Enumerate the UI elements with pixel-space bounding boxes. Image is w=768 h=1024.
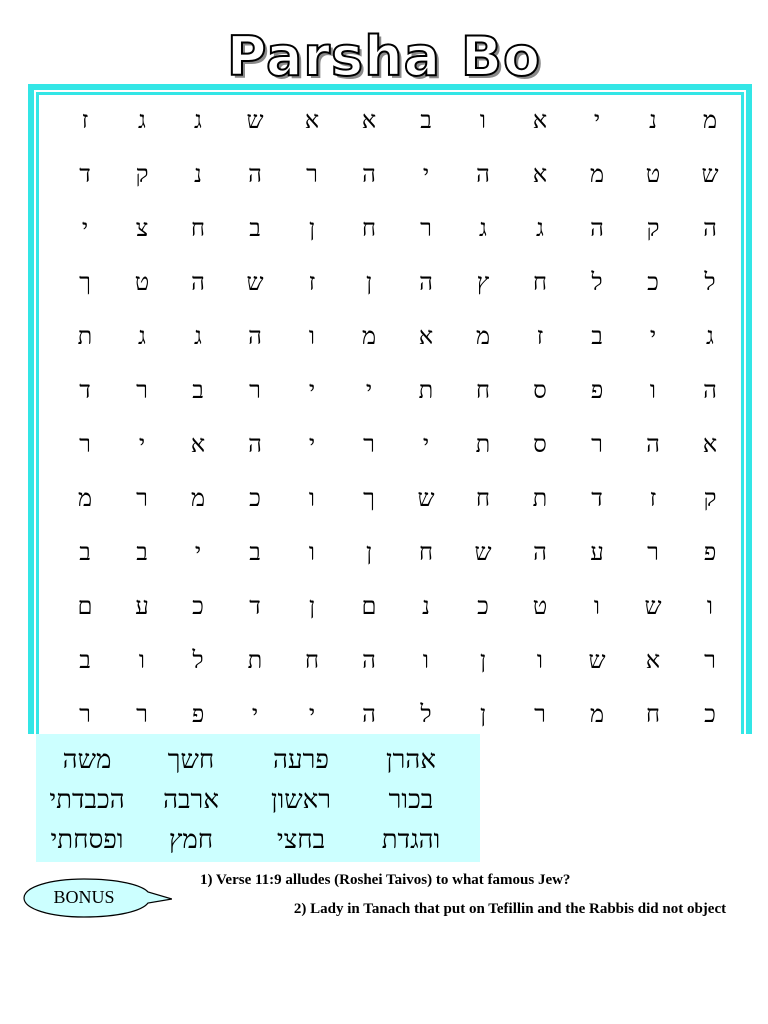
grid-letter: ג xyxy=(138,322,146,350)
grid-letter: י xyxy=(308,430,316,458)
grid-letter: ק xyxy=(703,484,717,512)
grid-letter: ד xyxy=(249,592,261,620)
grid-letter: ה xyxy=(703,214,717,242)
grid-letter: ת xyxy=(418,376,434,404)
grid-letter: ג xyxy=(194,322,202,350)
grid-letter: ך xyxy=(363,484,375,512)
grid-letter: ב xyxy=(249,538,261,566)
grid-letter: כ xyxy=(249,484,261,512)
bonus-question-2: 2) Lady in Tanach that put on Tefillin and the Rabbis did not object xyxy=(293,901,727,917)
grid-letter: ח xyxy=(304,646,320,674)
grid-letter: ן xyxy=(479,646,487,674)
word-bank-item: הכבדתי xyxy=(49,785,125,815)
word-bank-item: בכור xyxy=(388,785,434,815)
grid-letter: ה xyxy=(248,430,262,458)
grid-letter: ג xyxy=(194,106,202,134)
grid-letter: ו xyxy=(536,646,544,674)
grid-letter: ו xyxy=(138,646,146,674)
grid-letter: ש xyxy=(246,106,264,134)
grid-letter: מ xyxy=(77,484,93,512)
grid-letter: ת xyxy=(532,484,548,512)
grid-letter: י xyxy=(365,376,373,404)
grid-letter: ד xyxy=(79,376,91,404)
grid-letter: ל xyxy=(591,268,603,296)
grid-letter: ן xyxy=(308,214,316,242)
grid-letter: ר xyxy=(534,700,546,728)
grid-letter: ה xyxy=(248,322,262,350)
grid-letter: מ xyxy=(702,106,718,134)
grid-letter: א xyxy=(532,106,548,134)
grid-letter: ר xyxy=(136,376,148,404)
grid-letter: ה xyxy=(191,268,205,296)
grid-letter: ם xyxy=(77,592,93,620)
grid-letter: ה xyxy=(362,646,376,674)
grid-letter: י xyxy=(422,430,430,458)
grid-letter: ג xyxy=(706,322,714,350)
grid-letter: ו xyxy=(649,376,657,404)
grid-letter: ש xyxy=(701,160,719,188)
grid-letter: ג xyxy=(138,106,146,134)
grid-letter: ק xyxy=(646,214,660,242)
word-bank-item: חשך xyxy=(167,745,215,775)
grid-letter: ש xyxy=(644,592,662,620)
grid-letter: י xyxy=(422,160,430,188)
word-bank-item: אהרן xyxy=(386,745,436,775)
grid-letter: ן xyxy=(479,700,487,728)
grid-letter: י xyxy=(649,322,657,350)
grid-letter: י xyxy=(81,214,89,242)
grid-letter: ר xyxy=(591,430,603,458)
grid-letter: ה xyxy=(703,376,717,404)
grid-letter: ר xyxy=(420,214,432,242)
grid-letter: א xyxy=(190,430,206,458)
grid-letter: ה xyxy=(533,538,547,566)
word-bank-item: ראשון xyxy=(270,785,332,815)
grid-letter: ח xyxy=(645,700,661,728)
word-bank-item: בחצי xyxy=(276,825,326,855)
grid-letter: ס xyxy=(533,376,547,404)
word-bank-item: חמץ xyxy=(168,825,214,855)
page-title: Parsha Bo xyxy=(226,25,542,88)
grid-letter: ב xyxy=(79,646,91,674)
word-bank xyxy=(36,734,480,862)
word-bank-item: פרעה xyxy=(272,745,330,775)
bonus-bubble xyxy=(22,877,162,917)
grid-letter: ת xyxy=(475,430,491,458)
grid-letter: י xyxy=(251,700,259,728)
grid-letter: ח xyxy=(475,376,491,404)
grid-letter: ר xyxy=(79,430,91,458)
grid-letter: ר xyxy=(306,160,318,188)
grid-letter: ל xyxy=(192,646,204,674)
grid-letter: ב xyxy=(136,538,148,566)
grid-letter: ל xyxy=(420,700,432,728)
word-bank-item: ארבה xyxy=(163,785,219,815)
grid-letter: ש xyxy=(246,268,264,296)
grid-letter: ו xyxy=(706,592,714,620)
grid-letter: ן xyxy=(365,538,373,566)
grid-letter: א xyxy=(418,322,434,350)
grid-letter: ט xyxy=(532,592,548,620)
grid-letter: ט xyxy=(134,268,150,296)
word-bank-item: ופסחתי xyxy=(50,825,124,855)
grid-letter: ז xyxy=(536,322,544,350)
grid-letter: ר xyxy=(136,484,148,512)
grid-letter: כ xyxy=(704,700,716,728)
grid-letter: מ xyxy=(589,700,605,728)
grid-letter: א xyxy=(645,646,661,674)
grid-letter: ך xyxy=(79,268,91,296)
grid-letter: א xyxy=(702,430,718,458)
grid-letter: ב xyxy=(79,538,91,566)
grid-letter: י xyxy=(308,376,316,404)
grid-letter: ס xyxy=(533,430,547,458)
grid-letter: ה xyxy=(646,430,660,458)
grid-letter: ט xyxy=(645,160,661,188)
word-bank-item: והגדת xyxy=(381,825,441,855)
grid-letter: ז xyxy=(649,484,657,512)
grid-letter: ח xyxy=(190,214,206,242)
grid-letter: ר xyxy=(363,430,375,458)
grid-letter: ז xyxy=(308,268,316,296)
grid-letter: ו xyxy=(479,106,487,134)
grid-letter: ה xyxy=(362,700,376,728)
bonus-label: BONUS xyxy=(53,887,115,907)
grid-letter: ח xyxy=(418,538,434,566)
grid-letter: ר xyxy=(249,376,261,404)
grid-letter: ר xyxy=(704,646,716,674)
grid-letter: ת xyxy=(77,322,93,350)
grid-letter: מ xyxy=(190,484,206,512)
grid-letter: א xyxy=(532,160,548,188)
grid-letter: ה xyxy=(590,214,604,242)
grid-letter: ח xyxy=(475,484,491,512)
grid-letter: ם xyxy=(361,592,377,620)
grid-letter: מ xyxy=(361,322,377,350)
grid-letter: ג xyxy=(479,214,487,242)
grid-letter: כ xyxy=(192,592,204,620)
grid-letter: ן xyxy=(308,592,316,620)
grid-letter: י xyxy=(593,106,601,134)
grid-letter: ץ xyxy=(476,268,490,296)
grid-letter: פ xyxy=(191,700,205,728)
grid-letter: ן xyxy=(365,268,373,296)
grid-letter: א xyxy=(304,106,320,134)
grid-letter: ב xyxy=(192,376,204,404)
grid-letter: ל xyxy=(704,268,716,296)
grid-letter: ה xyxy=(362,160,376,188)
grid-letter: ד xyxy=(79,160,91,188)
grid-letter: ש xyxy=(417,484,435,512)
grid-letter: ו xyxy=(308,322,316,350)
grid-letter: ח xyxy=(361,214,377,242)
grid-letter: ח xyxy=(532,268,548,296)
grid-letter: כ xyxy=(647,268,659,296)
grid-letter: כ xyxy=(477,592,489,620)
grid-letter: פ xyxy=(590,376,604,404)
grid-letter: ו xyxy=(593,592,601,620)
grid-letter: ש xyxy=(474,538,492,566)
grid-letter: צ xyxy=(135,214,149,242)
grid-letter: ג xyxy=(536,214,544,242)
grid-letter: ק xyxy=(135,160,149,188)
grid-letter: ד xyxy=(591,484,603,512)
grid-letter: ה xyxy=(419,268,433,296)
grid-letter: ת xyxy=(247,646,263,674)
grid-letter: פ xyxy=(703,538,717,566)
grid-letter: מ xyxy=(589,160,605,188)
grid-letter: מ xyxy=(475,322,491,350)
grid-letter: א xyxy=(361,106,377,134)
grid-letter: ז xyxy=(81,106,89,134)
grid-letter: ע xyxy=(135,592,149,620)
grid-letter: ה xyxy=(248,160,262,188)
grid-letter: ו xyxy=(308,484,316,512)
grid-letter: ב xyxy=(420,106,432,134)
grid-letter: ו xyxy=(308,538,316,566)
grid-letter: ר xyxy=(79,700,91,728)
letter-grid xyxy=(36,90,744,730)
grid-letter: י xyxy=(308,700,316,728)
grid-letter: נ xyxy=(649,106,657,134)
grid-letter: י xyxy=(138,430,146,458)
word-bank-item: משה xyxy=(62,745,112,775)
grid-letter: ב xyxy=(591,322,603,350)
grid-letter: ו xyxy=(422,646,430,674)
grid-letter: ע xyxy=(590,538,604,566)
grid-letter: ה xyxy=(476,160,490,188)
bonus-question-1: 1) Verse 11:9 alludes (Roshei Taivos) to what famous Jew? xyxy=(200,872,571,888)
grid-letter: נ xyxy=(194,160,202,188)
grid-letter: ר xyxy=(136,700,148,728)
grid-letter: נ xyxy=(422,592,430,620)
grid-letter: ש xyxy=(588,646,606,674)
grid-letter: י xyxy=(194,538,202,566)
grid-letter: ר xyxy=(647,538,659,566)
grid-letter: ב xyxy=(249,214,261,242)
